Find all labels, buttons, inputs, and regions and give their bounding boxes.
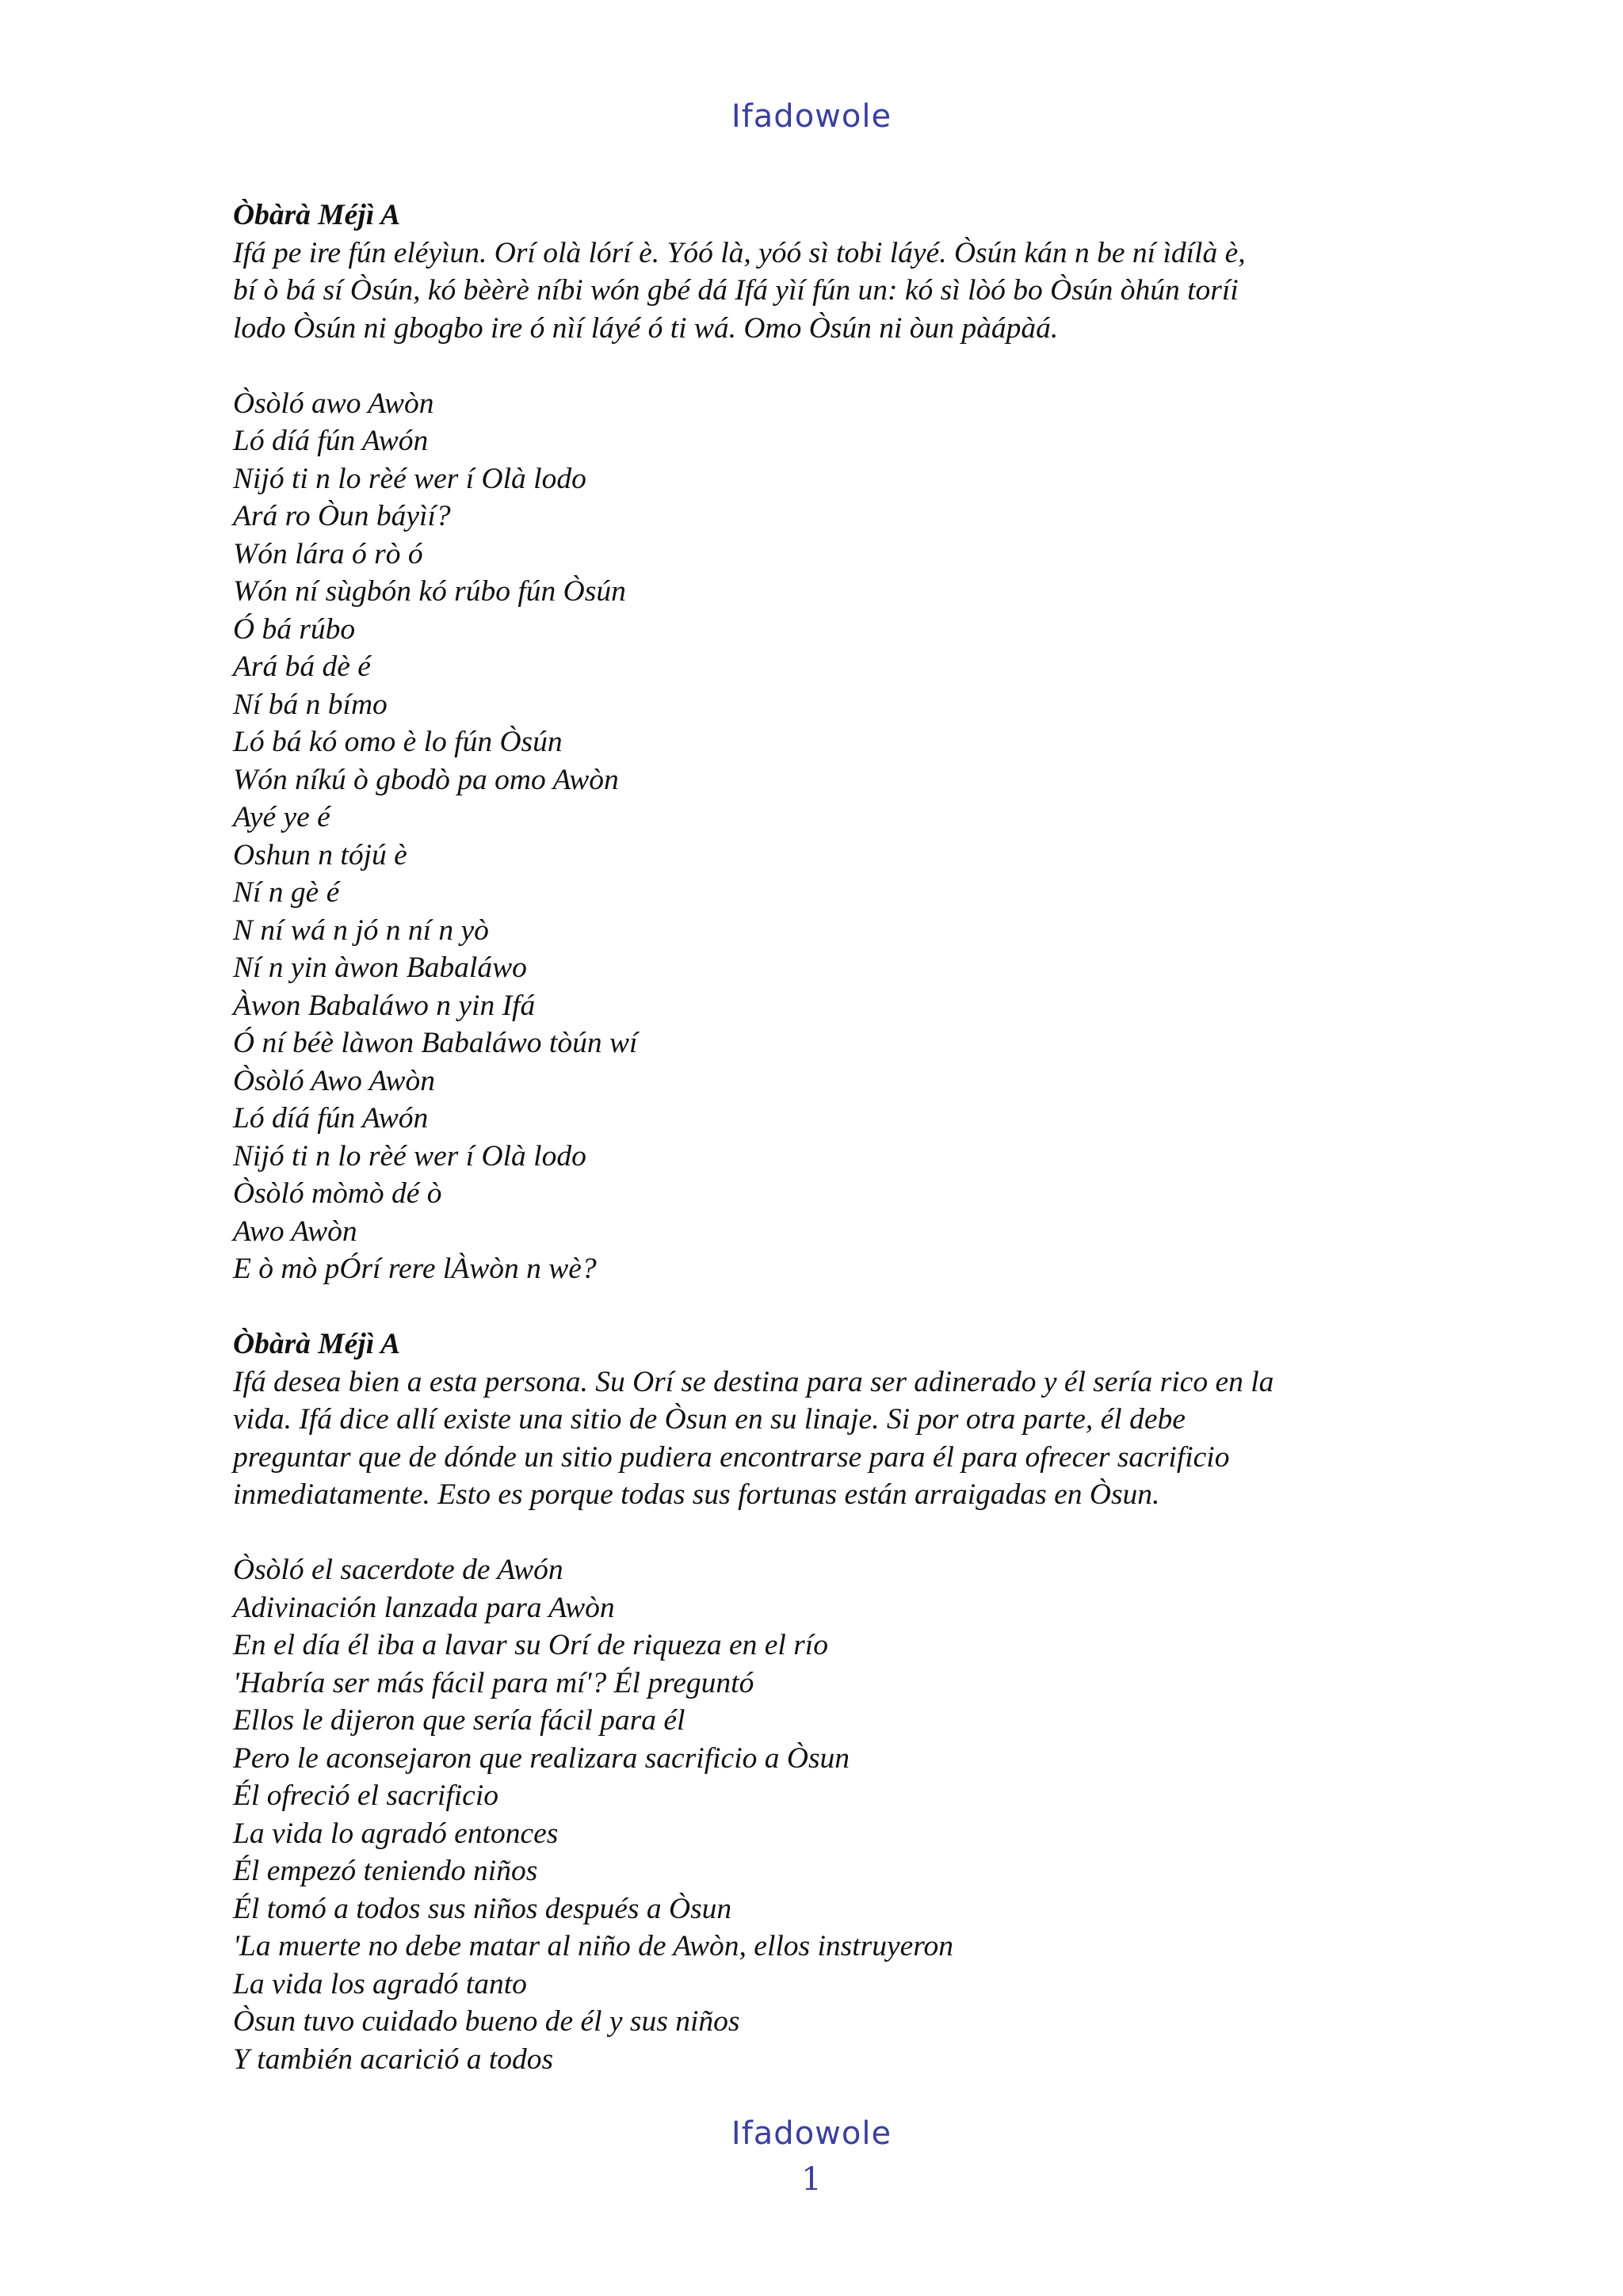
verse-line: Òsòló mòmò dé ò <box>233 1177 442 1210</box>
verse-line: Nijó ti n lo rèé wer í Olà lodo <box>233 462 586 495</box>
page-footer: Ifadowole <box>731 2115 892 2152</box>
verse-line: Adivinación lanzada para Awòn <box>233 1591 615 1624</box>
verse-line: Ará bá dè é <box>233 650 371 683</box>
page-number: 1 <box>801 2161 822 2198</box>
verse-line: N ní wá n jó n ní n yò <box>233 913 489 947</box>
verse-block <box>233 385 1438 1288</box>
verse-line: La vida los agradó tanto <box>233 1967 527 2000</box>
verse-line: Wón ní sùgbón kó rúbo fún Òsún <box>233 575 626 608</box>
section-title: Òbàrà Méjì A <box>233 1328 401 1360</box>
verse-line: Y también acarició a todos <box>233 2042 554 2076</box>
verse-line: Òsun tuvo cuidado bueno de él y sus niños <box>233 2005 740 2038</box>
verse-line: Ló díá fún Awón <box>233 1102 429 1135</box>
verse-line: Àwon Babaláwo n yin Ifá <box>233 989 536 1022</box>
verse-line: 'Habría ser más fácil para mí'? Él preguntó <box>233 1666 754 1699</box>
verse-line: Ó ní béè làwon Babaláwo tòún wí <box>233 1027 638 1059</box>
verse-line: Wón lára ó rò ó <box>233 537 423 570</box>
verse-line: Òsòló awo Awòn <box>233 387 434 420</box>
intro-line: Ifá desea bien a esta persona. Su Orí se destina para ser adinerado y él sería rico en la <box>233 1365 1274 1398</box>
verse-line: Òsòló el sacerdote de Awón <box>233 1554 563 1586</box>
intro-line: bí ò bá sí Òsún, kó bèèrè níbi wón gbé dá Ifá yìí fún un: kó sì lòó bo Òsún òhún toríi <box>233 274 1239 307</box>
verse-line: Ní n yin àwon Babaláwo <box>233 952 527 984</box>
intro-line: lodo Òsún ni gbogbo ire ó nìí láyé ó ti wá. Omo Òsún ni òun pàápàá. <box>233 311 1059 345</box>
verse-line: Él ofreció el sacrificio <box>233 1779 498 1812</box>
verse-line: Òsòló Awo Awòn <box>233 1064 435 1097</box>
intro-line: vida. Ifá dice allí existe una sitio de Òsun en su linaje. Si por otra parte, él debe <box>233 1403 1186 1436</box>
verse-line: E ò mò pÓrí rere lÀwòn n wè? <box>233 1253 597 1285</box>
section-1 <box>233 196 1438 1288</box>
verse-line: Ayé ye é <box>233 801 330 833</box>
verse-line: Ellos le dijeron que sería fácil para él <box>233 1704 685 1737</box>
verse-line: Nijó ti n lo rèé wer í Olà lodo <box>233 1139 586 1173</box>
verse-line: La vida lo agradó entonces <box>233 1817 559 1850</box>
verse-line: Ó bá rúbo <box>233 612 356 646</box>
verse-block <box>233 1551 1438 2078</box>
verse-line: Ní n gè é <box>233 876 340 909</box>
section-2 <box>233 1325 1438 2078</box>
section-title: Òbàrà Méjì A <box>233 199 401 231</box>
intro-line: Ifá pe ire fún eléyìun. Orí olà lórí è. Yóó là, yóó sì tobi láyé. Òsún kán n be ní ìdílà è, <box>233 236 1246 269</box>
section-intro <box>233 1363 1438 1514</box>
verse-line: Él empezó teniendo niños <box>233 1855 538 1887</box>
verse-line: Ló díá fún Awón <box>233 425 429 457</box>
verse-line: Ló bá kó omo è lo fún Òsún <box>233 726 563 758</box>
intro-line: preguntar que de dónde un sitio pudiera encontrarse para él para ofrecer sacrificio <box>233 1440 1230 1474</box>
verse-line: Él tomó a todos sus niños después a Òsun <box>233 1892 732 1925</box>
intro-line: inmediatamente. Esto es porque todas sus fortunas están arraigadas en Òsun. <box>233 1478 1160 1511</box>
verse-line: Awo Awòn <box>233 1215 357 1248</box>
document-body <box>233 196 1438 2116</box>
verse-line: En el día él iba a lavar su Orí de riqueza en el río <box>233 1629 828 1661</box>
verse-line: Oshun n tójú è <box>233 838 407 871</box>
verse-line: Ní bá n bímo <box>233 688 388 721</box>
verse-line: Pero le aconsejaron que realizara sacrificio a Òsun <box>233 1741 850 1775</box>
verse-line: Ará ro Òun báyìí? <box>233 500 451 532</box>
page-header: Ifadowole <box>731 98 892 135</box>
verse-line: 'La muerte no debe matar al niño de Awòn, ellos instruyeron <box>233 1930 954 1962</box>
section-intro <box>233 235 1438 348</box>
verse-line: Wón níkú ò gbodò pa omo Awòn <box>233 763 619 796</box>
